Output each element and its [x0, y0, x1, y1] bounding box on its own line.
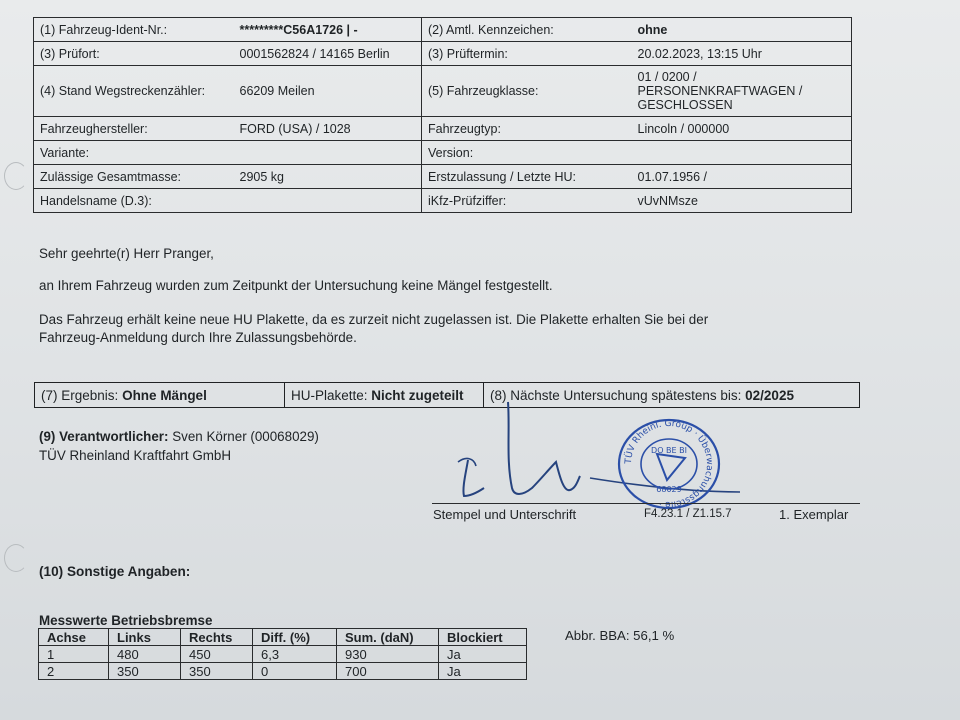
field-label: (2) Amtl. Kennzeichen:	[422, 18, 632, 42]
punch-hole	[4, 544, 28, 572]
next-inspection-value: 02/2025	[745, 387, 794, 403]
field-label: (3) Prüfort:	[34, 42, 234, 66]
responsible-name: Sven Körner (00068029)	[172, 429, 319, 444]
letter-plakette-line: Das Fahrzeug erhält keine neue HU Plakette, da es zurzeit nicht zugelassen ist. Die Plakette erhalten Sie bei der	[39, 312, 709, 327]
field-value: 2905 kg	[234, 165, 422, 189]
table-cell: Ja	[439, 646, 527, 663]
field-value: 01.07.1956 /	[632, 165, 852, 189]
column-header: Rechts	[181, 629, 253, 646]
responsible-block	[39, 427, 319, 465]
field-value: vUvNMsze	[632, 189, 852, 213]
letter-plakette-line-2: Fahrzeug-Anmeldung durch Ihre Zulassungsbehörde.	[39, 330, 357, 345]
next-inspection-label: (8) Nächste Untersuchung spätestens bis:	[490, 387, 742, 403]
table-cell: 1	[39, 646, 109, 663]
field-label: (1) Fahrzeug-Ident-Nr.:	[34, 18, 234, 42]
stamp-caption: Stempel und Unterschrift	[433, 507, 577, 522]
table-cell: 700	[337, 663, 439, 680]
table-header-row	[39, 629, 527, 646]
field-label: Handelsname (D.3):	[34, 189, 234, 213]
field-label: Erstzulassung / Letzte HU:	[422, 165, 632, 189]
form-code: F4.23.1 / Z1.15.7	[644, 508, 732, 520]
table-cell: Ja	[439, 663, 527, 680]
table-cell: 0	[253, 663, 337, 680]
table-cell: 6,3	[253, 646, 337, 663]
field-value	[234, 189, 422, 213]
responsible-label: (9) Verantwortlicher:	[39, 429, 169, 444]
table-row	[34, 141, 852, 165]
table-row	[34, 117, 852, 141]
result-value: Ohne Mängel	[122, 387, 207, 403]
field-label: Version:	[422, 141, 632, 165]
field-label: Variante:	[34, 141, 234, 165]
table-row	[34, 165, 852, 189]
field-label: (3) Prüftermin:	[422, 42, 632, 66]
column-header: Sum. (daN)	[337, 629, 439, 646]
field-value	[632, 141, 852, 165]
table-cell: 2	[39, 663, 109, 680]
field-label: Zulässige Gesamtmasse:	[34, 165, 234, 189]
letter-no-defects: an Ihrem Fahrzeug wurden zum Zeitpunkt der Untersuchung keine Mängel festgestellt.	[39, 278, 553, 293]
table-cell: 350	[109, 663, 181, 680]
field-value: *********C56A1726 | -	[234, 18, 422, 42]
table-cell: 930	[337, 646, 439, 663]
table-row	[34, 42, 852, 66]
column-header: Links	[109, 629, 181, 646]
column-header: Achse	[39, 629, 109, 646]
signature-line	[432, 503, 860, 504]
other-info-heading: (10) Sonstige Angaben:	[39, 564, 191, 579]
column-header: Blockiert	[439, 629, 527, 646]
stamp-center-number: 68029	[656, 485, 682, 494]
table-cell: 350	[181, 663, 253, 680]
result-label: (7) Ergebnis:	[41, 387, 119, 403]
field-value	[234, 141, 422, 165]
field-value: 66209 Meilen	[234, 66, 422, 117]
punch-hole	[4, 162, 28, 190]
brake-table	[38, 628, 527, 680]
field-label: iKfz-Prüfziffer:	[422, 189, 632, 213]
field-label: Fahrzeughersteller:	[34, 117, 234, 141]
field-value: 20.02.2023, 13:15 Uhr	[632, 42, 852, 66]
field-label: (4) Stand Wegstreckenzähler:	[34, 66, 234, 117]
table-row	[34, 18, 852, 42]
field-value: 01 / 0200 / PERSONENKRAFTWAGEN / GESCHLOSSEN	[632, 66, 852, 117]
vehicle-info-table	[33, 17, 852, 213]
braking-ratio: Abbr. BBA: 56,1 %	[565, 628, 675, 643]
plakette-label: HU-Plakette:	[291, 387, 368, 403]
result-cell	[35, 383, 285, 408]
stamp-ring-text: TÜV Rheinl. Group · Überwachungsstelle ·	[623, 418, 715, 510]
field-label: Fahrzeugtyp:	[422, 117, 632, 141]
stamp-center-top: DO BE BI	[651, 446, 687, 455]
column-header: Diff. (%)	[253, 629, 337, 646]
table-row	[39, 663, 527, 680]
plakette-value: Nicht zugeteilt	[371, 387, 464, 403]
field-value: ohne	[632, 18, 852, 42]
table-cell: 450	[181, 646, 253, 663]
field-value: Lincoln / 000000	[632, 117, 852, 141]
field-value: 0001562824 / 14165 Berlin	[234, 42, 422, 66]
copy-label: 1. Exemplar	[779, 507, 849, 522]
field-label: (5) Fahrzeugklasse:	[422, 66, 632, 117]
table-row	[34, 66, 852, 117]
brake-title: Messwerte Betriebsbremse	[39, 613, 213, 628]
table-cell: 480	[109, 646, 181, 663]
tuv-stamp	[607, 418, 731, 510]
table-row	[34, 189, 852, 213]
responsible-company: TÜV Rheinland Kraftfahrt GmbH	[39, 448, 232, 463]
field-value: FORD (USA) / 1028	[234, 117, 422, 141]
letter-greeting: Sehr geehrte(r) Herr Pranger,	[39, 246, 214, 261]
table-row	[39, 646, 527, 663]
